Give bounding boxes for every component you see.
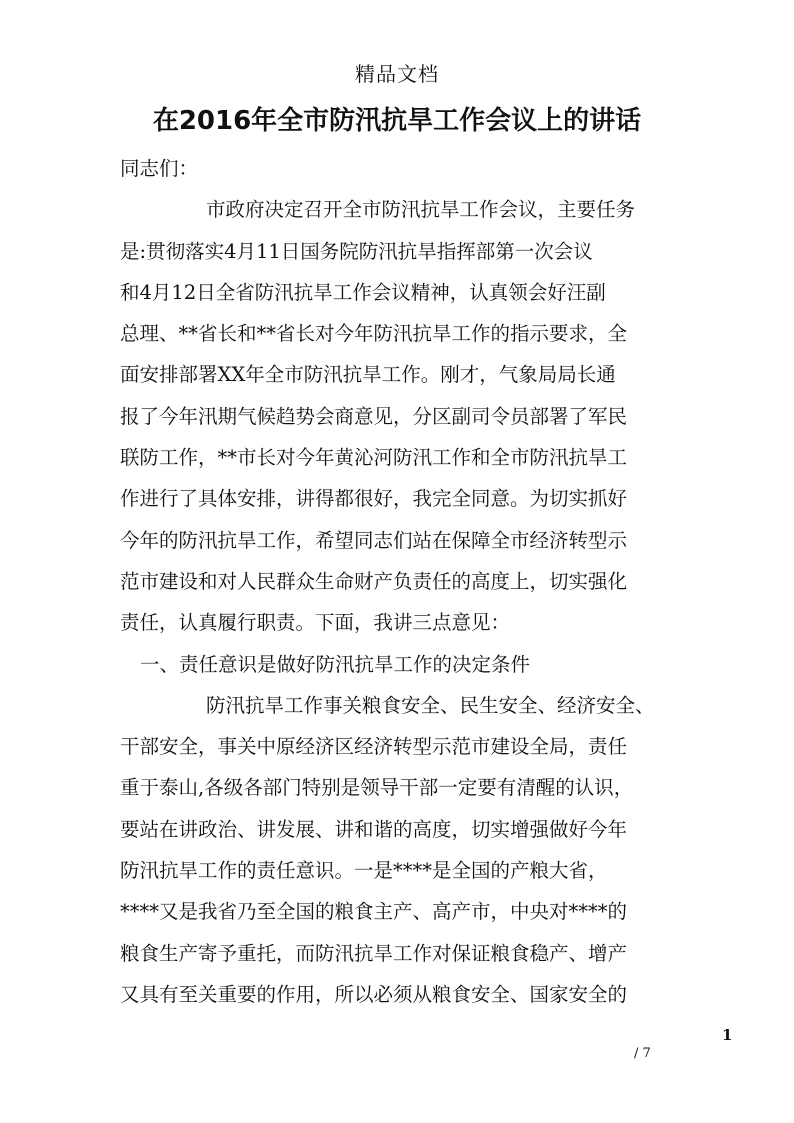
section-heading: 一、责任意识是做好防汛抗旱工作的决定条件	[140, 652, 531, 676]
page-total: / 7	[634, 1046, 651, 1061]
paragraph-line: 市政府决定召开全市防汛抗旱工作会议，主要任务	[206, 198, 636, 222]
paragraph-line: 防汛抗旱工作事关粮食安全、民生安全、经济安全、	[206, 693, 655, 717]
paragraph-line: 和4月12日全省防汛抗旱工作会议精神，认真领会好汪副	[120, 280, 606, 304]
paragraph-line: 总理、**省长和**省长对今年防汛抗旱工作的指示要求，全	[120, 322, 628, 346]
paragraph-line: 报了今年汛期气候趋势会商意见，分区副司令员部署了军民	[120, 404, 628, 428]
paragraph-line: 是:贯彻落实4月11日国务院防汛抗旱指挥部第一次会议	[120, 239, 593, 263]
paragraph-line: 联防工作，**市长对今年黄沁河防汛工作和全市防汛抗旱工	[120, 446, 628, 470]
paragraph-line: 面安排部署XX年全市防汛抗旱工作。刚才，气象局局长通	[120, 363, 616, 387]
paragraph-line: 责任，认真履行职责。下面，我讲三点意见：	[120, 611, 511, 635]
paragraph-line: 防汛抗旱工作的责任意识。一是****是全国的产粮大省，	[120, 859, 608, 883]
page-number: 1	[722, 1026, 733, 1044]
paragraph-line: ****又是我省乃至全国的粮食主产、高产市，中央对****的	[120, 900, 628, 924]
header-label: 精品文档	[355, 62, 439, 86]
paragraph-line: 干部安全，事关中原经济区经济转型示范市建设全局，责任	[120, 735, 628, 759]
paragraph-line: 重于泰山,各级各部门特别是领导干部一定要有清醒的认识，	[120, 776, 634, 800]
paragraph-line: 要站在讲政治、讲发展、讲和谐的高度，切实增强做好今年	[120, 817, 628, 841]
salutation: 同志们：	[120, 157, 199, 180]
paragraph-line: 范市建设和对人民群众生命财产负责任的高度上，切实强化	[120, 569, 628, 593]
body-text	[120, 148, 680, 1015]
document-title: 在2016年全市防汛抗旱工作会议上的讲话	[152, 106, 642, 136]
paragraph-line: 粮食生产寄予重托，而防汛抗旱工作对保证粮食稳产、增产	[120, 941, 628, 965]
paragraph-line: 作进行了具体安排，讲得都很好，我完全同意。为切实抓好	[120, 487, 628, 511]
paragraph-line: 今年的防汛抗旱工作，希望同志们站在保障全市经济转型示	[120, 528, 628, 552]
paragraph-line: 又具有至关重要的作用，所以必须从粮食安全、国家安全的	[120, 982, 628, 1006]
